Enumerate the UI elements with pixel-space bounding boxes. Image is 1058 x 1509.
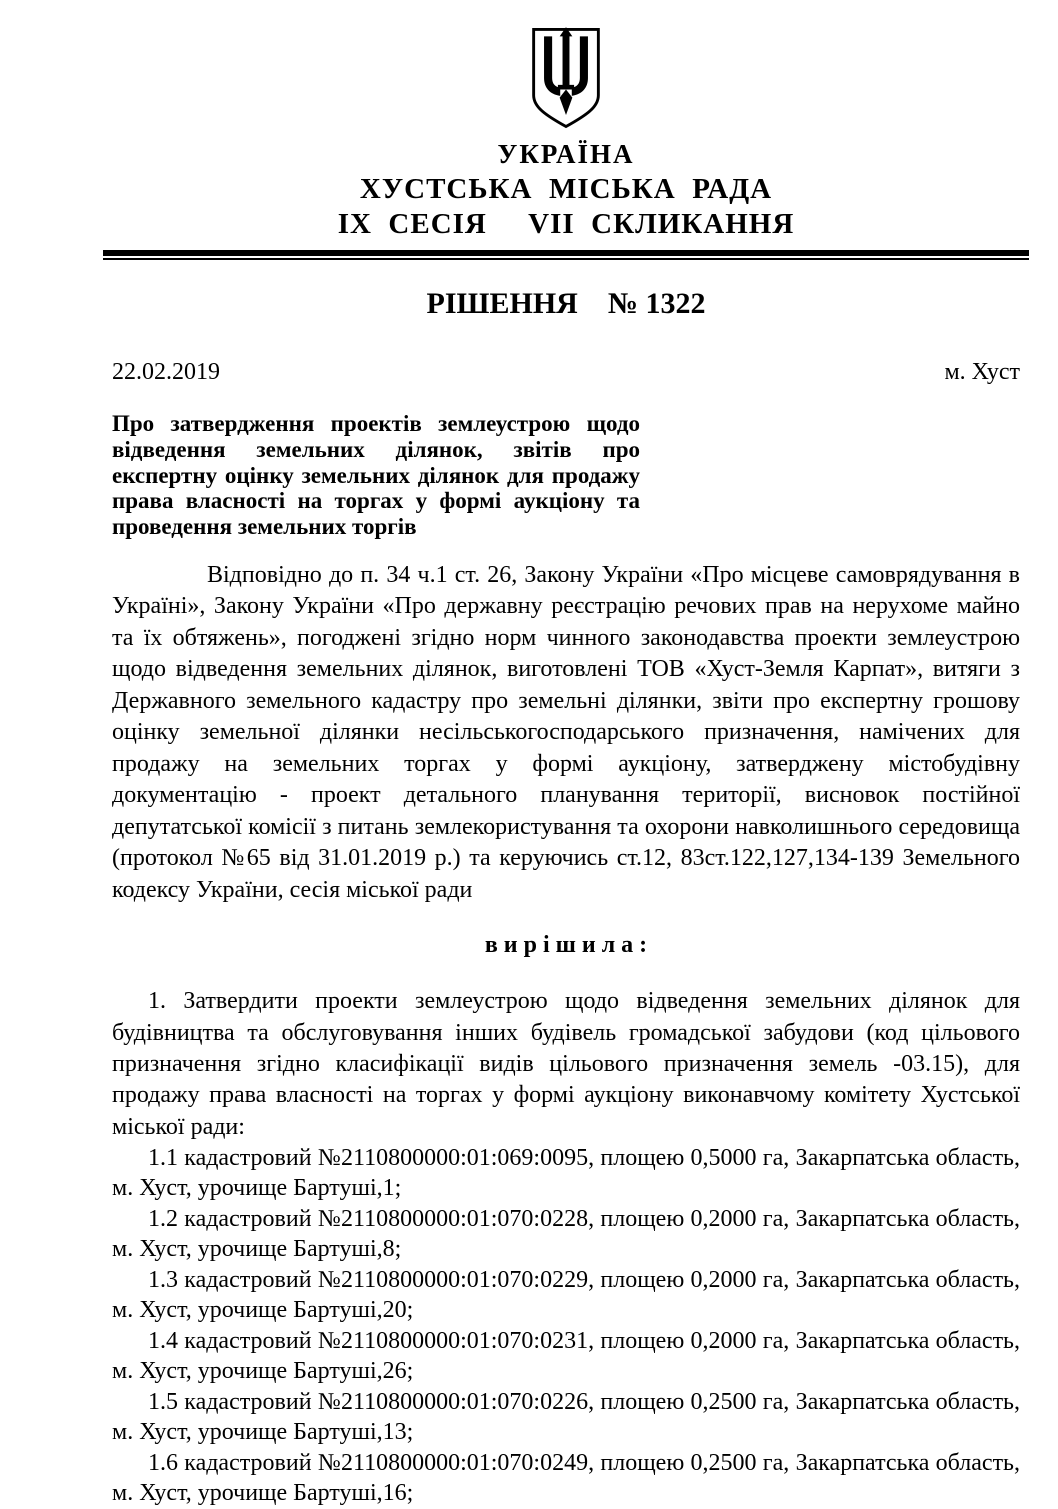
document-header bbox=[112, 0, 1020, 241]
document-body bbox=[112, 287, 1020, 1509]
decision-place: м. Хуст bbox=[944, 359, 1020, 385]
divider-thick-line bbox=[103, 250, 1029, 256]
decision-date: 22.02.2019 bbox=[112, 359, 220, 385]
country-name: УКРАЇНА bbox=[497, 139, 635, 169]
subitem-1-4: 1.4 кадастровий №2110800000:01:070:0231, площею 0,2000 га, Закарпатська область, м. Хуст, урочище Бартуші,26; bbox=[112, 1327, 1020, 1385]
resolution-word: в и р і ш и л а : bbox=[484, 932, 648, 959]
subitem-1-1: 1.1 кадастровий №2110800000:01:069:0095, площею 0,5000 га, Закарпатська область, м. Хуст, урочище Бартуші,1; bbox=[112, 1144, 1020, 1202]
subitem-1-2: 1.2 кадастровий №2110800000:01:070:0228, площею 0,2000 га, Закарпатська область, м. Хуст, урочище Бартуші,8; bbox=[112, 1205, 1020, 1263]
council-name: ХУСТСЬКА МІСЬКА РАДА bbox=[359, 173, 773, 205]
subitem-1-6: 1.6 кадастровий №2110800000:01:070:0249, площею 0,2500 га, Закарпатська область, м. Хуст, урочище Бартуші,16; bbox=[112, 1449, 1020, 1507]
ukraine-trident-emblem-icon bbox=[527, 26, 605, 130]
header-divider bbox=[103, 250, 1029, 260]
subject-paragraph: Про затвердження проектів землеустрою щодо відведення земельних ділянок, звітів про експертну оцінку земельних ділянок для продажу права власності на торгах у формі аукціону та проведення земельних торгів bbox=[112, 411, 640, 540]
subitem-1-5: 1.5 кадастровий №2110800000:01:070:0226, площею 0,2500 га, Закарпатська область, м. Хуст, урочище Бартуші,13; bbox=[112, 1388, 1020, 1446]
preamble-paragraph: Відповідно до п. 34 ч.1 ст. 26, Закону України «Про місцеве самоврядування в Україні», Закону України «Про державну реєстрацію речових прав на нерухоме майно та їх обтяжень», погоджені згідно норм чинного законодавства проекти землеустрою щодо відведення земельних ділянок, виготовлені ТОВ «Хуст-Земля Карпат», витяги з Державного земельного кадастру про земельні ділянки, звіти про експертну грошову оцінку земельної ділянки несільськогосподарського призначення, намічених для продажу на земельних торгах у формі аукціону, затверджену містобудівну документацію - проект детального планування території, висновок постійної депутатської комісії з питань землекористування та охорони навколишнього середовища (протокол №65 від 31.01.2019 р.) та керуючись ст.12, 83ст.122,127,134-139 Земельного кодексу України, сесія міської ради bbox=[112, 561, 1020, 903]
date-row bbox=[112, 359, 1020, 386]
resolution-item-1: 1. Затвердити проекти землеустрою щодо відведення земельних ділянок для будівництва та обслуговування інших будівель громадської забудови (код цільового призначення згідно класифікації видів цільового призначення земель -03.15), для продажу права власності на торгах у формі аукціону виконавчому комітету Хустської міської ради: bbox=[112, 988, 1020, 1140]
subitem-1-3: 1.3 кадастровий №2110800000:01:070:0229, площею 0,2000 га, Закарпатська область, м. Хуст, урочище Бартуші,20; bbox=[112, 1266, 1020, 1324]
session-line: IX СЕСІЯ VII СКЛИКАННЯ bbox=[337, 208, 795, 240]
decision-title: РІШЕННЯ № 1322 bbox=[426, 287, 706, 320]
divider-thin-line bbox=[103, 258, 1029, 260]
